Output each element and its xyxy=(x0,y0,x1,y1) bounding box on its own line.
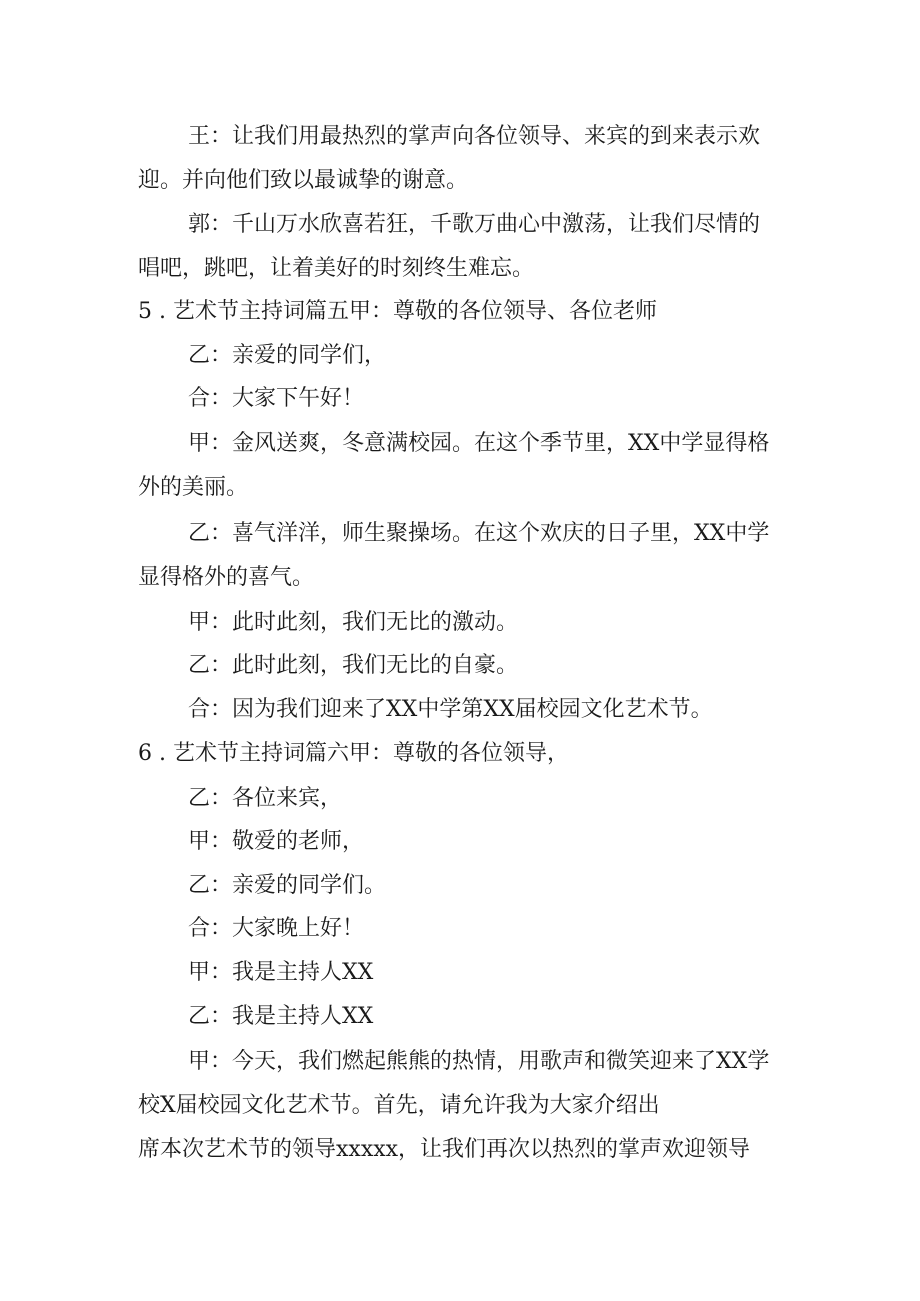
paragraph-line: 乙：亲爱的同学们。 xyxy=(188,873,387,898)
paragraph-line: 合：大家下午好！ xyxy=(188,386,365,411)
paragraph-line: 甲：敬爱的老师， xyxy=(188,829,365,854)
paragraph-line: 乙：我是主持人XX xyxy=(188,1004,374,1029)
paragraph-line: 乙：亲爱的同学们， xyxy=(188,343,387,368)
paragraph-line: 甲：此时此刻，我们无比的激动。 xyxy=(188,610,519,635)
paragraph-line: 唱吧，跳吧，让着美好的时刻终生难忘。 xyxy=(138,256,535,281)
paragraph-line: 校X届校园文化艺术节。首先，请允许我为大家介绍出 xyxy=(138,1093,660,1118)
paragraph-line: 显得格外的喜气。 xyxy=(138,565,315,590)
section-heading: 6 . 艺术节主持词篇六甲：尊敬的各位领导， xyxy=(138,741,569,766)
section-heading: 5 . 艺术节主持词篇五甲：尊敬的各位领导、各位老师 xyxy=(138,299,657,324)
paragraph-line: 甲：今天，我们燃起熊熊的热情，用歌声和微笑迎来了XX学 xyxy=(188,1049,770,1074)
paragraph-line: 乙：喜气洋洋，师生聚操场。在这个欢庆的日子里，XX中学 xyxy=(188,521,770,546)
paragraph-line: 合：大家晚上好！ xyxy=(188,916,365,941)
paragraph-line: 迎。并向他们致以最诚挚的谢意。 xyxy=(138,168,469,193)
paragraph-line: 席本次艺术节的领导xxxxx，让我们再次以热烈的掌声欢迎领导 xyxy=(138,1137,751,1162)
paragraph-line: 乙：各位来宾， xyxy=(188,786,343,811)
paragraph-line: 郭：千山万水欣喜若狂，千歌万曲心中激荡，让我们尽情的 xyxy=(188,212,761,237)
paragraph-line: 合：因为我们迎来了XX中学第XX届校园文化艺术节。 xyxy=(188,697,713,722)
paragraph-line: 外的美丽。 xyxy=(138,475,249,500)
paragraph-line: 甲：我是主持人XX xyxy=(188,960,374,985)
paragraph-line: 王：让我们用最热烈的掌声向各位领导、来宾的到来表示欢 xyxy=(188,124,761,149)
paragraph-line: 甲：金风送爽，冬意满校园。在这个季节里，XX中学显得格 xyxy=(188,431,770,456)
paragraph-line: 乙：此时此刻，我们无比的自豪。 xyxy=(188,653,519,678)
